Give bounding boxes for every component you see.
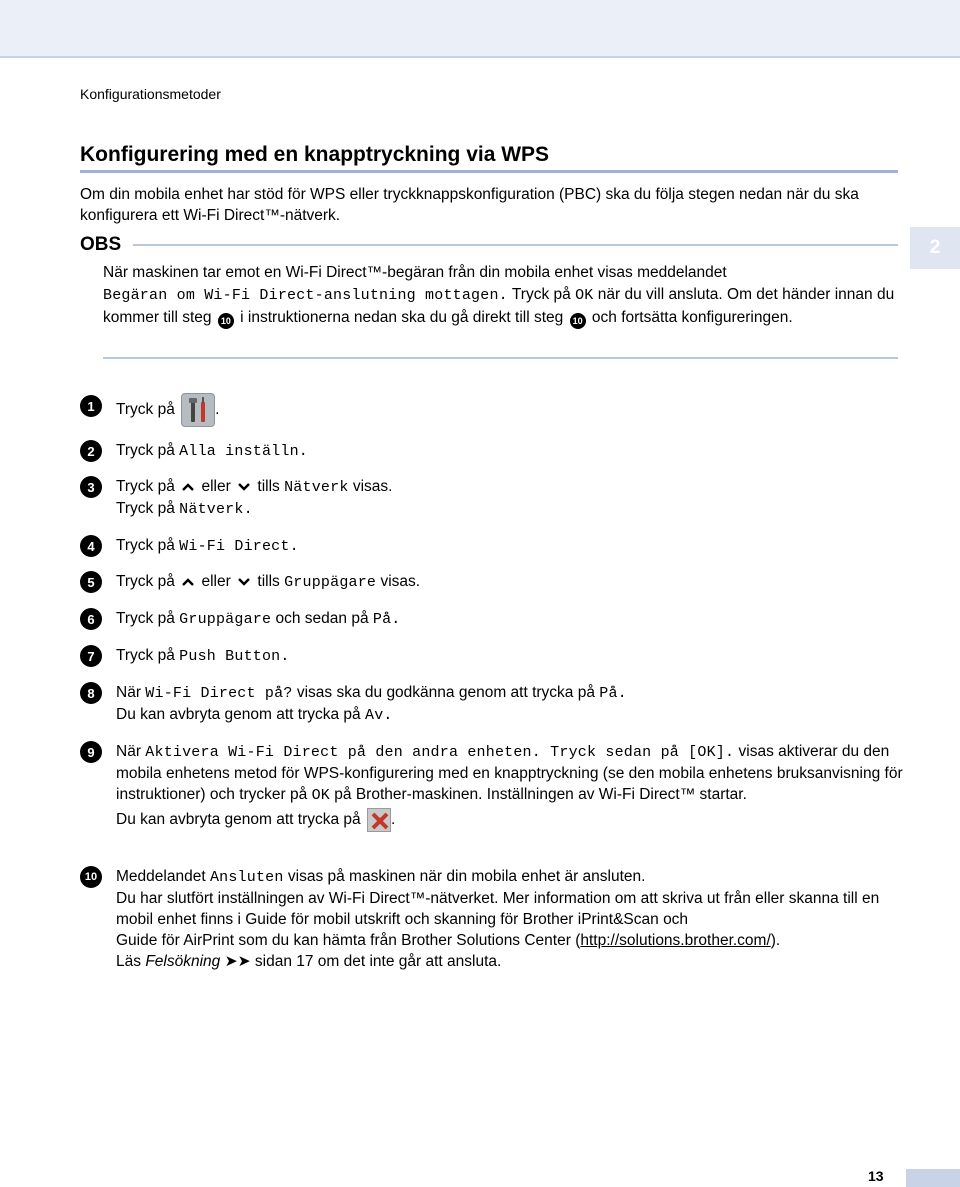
title-rule — [80, 170, 898, 173]
step-text: tills — [257, 478, 280, 495]
cross-reference-title: Felsökning — [145, 953, 221, 970]
running-header: Konfigurationsmetoder — [80, 86, 221, 102]
step-number: 10 — [80, 866, 102, 888]
chapter-tab: 2 — [910, 227, 960, 269]
brother-solutions-link[interactable]: http://solutions.brother.com/ — [580, 932, 771, 949]
step-text: Tryck på — [116, 537, 175, 554]
chevron-up-icon — [181, 482, 195, 492]
step-text: Läs — [116, 953, 141, 970]
step-text: Tryck på — [116, 610, 175, 627]
obs-rule-top — [133, 244, 898, 246]
obs-text: och fortsätta konfigureringen. — [591, 309, 793, 326]
step-number: 8 — [80, 682, 102, 704]
menu-item-label: OK — [311, 787, 330, 804]
menu-item-label: Push Button. — [179, 648, 290, 665]
step-text: och sedan på — [275, 610, 369, 627]
menu-item-label: Nätverk. — [179, 501, 253, 518]
step-text: . — [215, 401, 220, 419]
chevron-up-icon — [181, 577, 195, 587]
step-1 — [80, 395, 910, 425]
step-text: Du kan avbryta genom att trycka på — [116, 706, 361, 723]
obs-label: OBS — [80, 234, 122, 255]
top-banner — [0, 0, 960, 58]
step-number: 7 — [80, 645, 102, 667]
intro-paragraph: Om din mobila enhet har stöd för WPS eller tryckknappskonfiguration (PBC) ska du följa stegen nedan när du ska konfigurera ett Wi-Fi Direct™-nätverk. — [80, 186, 859, 224]
obs-text: i instruktionerna nedan ska du gå direkt till steg — [240, 309, 564, 326]
step-text: Tryck på — [116, 573, 175, 590]
cancel-x-icon — [367, 808, 391, 832]
section-title: Konfigurering med en knapptryckning via WPS — [80, 143, 550, 166]
step-number: 3 — [80, 476, 102, 498]
step-text: Du kan avbryta genom att trycka på — [116, 811, 361, 829]
step-text: Tryck på — [116, 401, 175, 419]
menu-item-label: Alla inställn. — [179, 443, 308, 460]
chevron-down-icon — [237, 577, 251, 587]
step-text: Tryck på — [116, 647, 175, 664]
step-text: visas. — [352, 478, 393, 495]
step-text: Du har slutfört inställningen av Wi-Fi Direct™-nätverket. Mer information om att skriva ut från eller skanna till en mobil enhet finns i Guide för mobil utskrift och skanning för Brother iPrint&Scan och — [116, 890, 880, 928]
chevron-down-icon — [237, 482, 251, 492]
step-text: . — [391, 811, 396, 829]
screen-message: Aktivera Wi-Fi Direct på den andra enheten. Tryck sedan på [OK]. — [145, 744, 735, 761]
menu-item-label: Av. — [365, 707, 393, 724]
step-number: 2 — [80, 440, 102, 462]
step-text: på Brother-maskinen. Inställningen av Wi-Fi Direct™ startar. — [334, 786, 747, 803]
obs-text: när du vill ansluta. Om det händer innan du kommer till steg — [103, 286, 895, 326]
obs-rule-bottom — [103, 357, 898, 359]
page-reference-arrows-icon: ➤➤ — [224, 953, 251, 970]
step-2 — [80, 440, 910, 462]
menu-item-label: På. — [372, 611, 401, 628]
step-number: 9 — [80, 741, 102, 763]
tools-icon — [181, 393, 215, 427]
step-text: sidan 17 om det inte går att ansluta. — [254, 953, 502, 970]
step-text: tills — [257, 573, 280, 590]
menu-item-label: Wi-Fi Direct. — [179, 538, 299, 555]
menu-item-label: Gruppägare — [179, 611, 272, 628]
step-6 — [80, 608, 910, 630]
obs-note — [103, 262, 903, 329]
step-ref-badge: 10 — [218, 313, 234, 329]
step-10 — [80, 866, 910, 976]
step-ref-badge: 10 — [570, 313, 586, 329]
obs-text: Tryck på — [511, 286, 571, 303]
step-9 — [80, 741, 910, 851]
menu-item-label: På. — [599, 685, 627, 702]
obs-message: Begäran om Wi-Fi Direct-anslutning mottagen. — [103, 287, 508, 304]
page-number: 13 — [868, 1168, 884, 1184]
step-text: Tryck på — [116, 442, 175, 459]
step-8 — [80, 682, 910, 726]
step-text: Tryck på — [116, 500, 175, 517]
step-text: eller — [201, 573, 231, 590]
step-4 — [80, 535, 910, 557]
step-text: visas aktiverar du den mobila enhetens metod för WPS-konfigurering med en knapptryckning (se den mobila enhetens bruksanvisning för instruktioner) och trycker på — [116, 743, 903, 803]
step-text: visas på maskinen när din mobila enhet är ansluten. — [287, 868, 646, 885]
step-text: visas ska du godkänna genom att trycka på — [296, 684, 595, 701]
step-text: ). — [770, 932, 781, 949]
step-number: 5 — [80, 571, 102, 593]
step-3 — [80, 476, 910, 520]
obs-ok: OK — [575, 287, 594, 304]
step-7 — [80, 645, 910, 667]
step-number: 1 — [80, 395, 102, 417]
step-5 — [80, 571, 910, 593]
step-text: När — [116, 743, 141, 760]
step-text: eller — [201, 478, 231, 495]
obs-line1: När maskinen tar emot en Wi-Fi Direct™-begäran från din mobila enhet visas meddelandet — [103, 264, 727, 281]
step-number: 4 — [80, 535, 102, 557]
step-text: visas. — [380, 573, 421, 590]
step-text: Guide för AirPrint som du kan hämta från Brother Solutions Center ( — [116, 932, 581, 949]
screen-message: Ansluten — [209, 869, 284, 886]
menu-item-label: Wi-Fi Direct på? — [145, 685, 293, 702]
step-text: Tryck på — [116, 478, 175, 495]
step-text: När — [116, 684, 141, 701]
page-tab — [906, 1169, 960, 1187]
step-text: Meddelandet — [116, 868, 206, 885]
step-number: 6 — [80, 608, 102, 630]
menu-item-label: Gruppägare — [284, 574, 377, 591]
menu-item-label: Nätverk — [284, 479, 349, 496]
